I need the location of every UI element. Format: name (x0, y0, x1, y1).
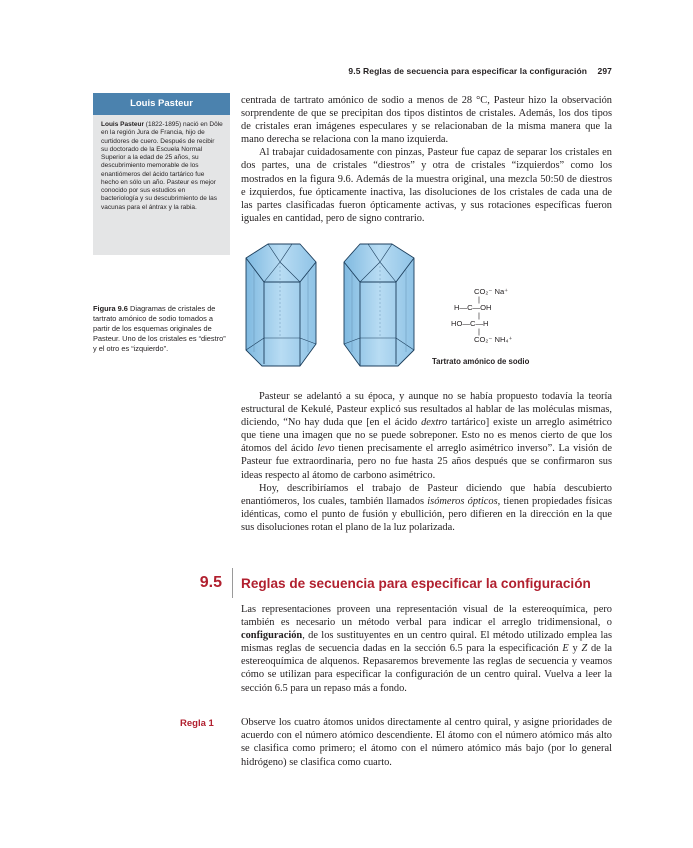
crystal-illustration (240, 240, 422, 372)
left-crystal (246, 244, 316, 366)
paragraph-3-part-b: tartárico] existe un arreglo asimétrico que tiene una imagen que no se puede sobreponer. Esto no es menos cierto de que los átomos del ácido (241, 417, 612, 455)
paragraph-5-part-a: Las representaciones proveen una representación visual de la estereoquímica, pero también es necesario un método verbal para indicar el arreglo tridimensional, o (241, 604, 612, 629)
structure-bond-3: | (478, 327, 480, 336)
section-divider (232, 568, 233, 598)
header-section-number: 9.5 (348, 66, 361, 76)
term-z: Z (581, 643, 588, 655)
structure-line-4: CO₂⁻ NH₄⁺ (474, 335, 513, 344)
paragraph-4-part-b: , tienen propiedades físicas idénticas, como el punto de fusión y ebullición, pero difieren en la dirección en la que sus disoluciones rotan el plano de la luz polarizada. (241, 495, 612, 533)
figure-caption (93, 304, 226, 354)
body-text-top (241, 94, 612, 225)
right-crystal (344, 244, 414, 366)
body-text-middle (241, 390, 612, 534)
paragraph-3-part-c: tienen precisamente el arreglo asimétrico inverso”. La visión de Pasteur fue extraordinaria, pero no fue hasta 25 años después que se confirmaron sus ideas respecto al átomo de carbono asimétrico. (241, 443, 612, 481)
paragraph-5 (241, 603, 612, 695)
running-header (240, 66, 612, 76)
structure-line-2: H—C—OH (454, 303, 492, 312)
sidebar-body (93, 115, 230, 212)
paragraph-1: centrada de tartrato amónico de sodio a menos de 28 °C, Pasteur hizo la observación sorprendente de que se precipitan dos tipos distintos de cristales. Además, los dos tipos de cristales eran imágenes especulares y se relacionaban de la misma manera que la mano derecha se relaciona con la mano izquierda. (241, 95, 612, 146)
sidebar-bio: (1822-1895) nació en Dôle en la región Jura de Francia, hijo de curtidores de cuero. Después de recibir su doctorado de la Escuela Normal Superior a la edad de 25 años, su descubrimiento memorable de los enantiómeros del ácido tartárico fue hecho en sólo un año. Pasteur es mejor conocido por sus estudios en bacteriología y su descubrimiento de las vacunas para el ántrax y la rabia. (101, 121, 223, 211)
paragraph-2: Al trabajar cuidadosamente con pinzas, Pasteur fue capaz de separar los cristales en dos partes, una de cristales “diestros” y otra de cristales “izquierdos” como los mostrados en la figura 9.6. Además de la muestra original, una mezcla 50:50 de diestros e izquierdos, fue ópticamente inactiva, las disoluciones de los cristales de cada una de las partes clasificadas fueron ópticamente activas, y sus rotaciones específicas fueron iguales en cantidad, pero de signo contrario. (241, 147, 612, 224)
body-text-rule (241, 716, 612, 769)
figure-label: Figura 9.6 (93, 304, 128, 313)
term-configuration: configuración (241, 630, 303, 642)
term-e: E (562, 643, 569, 655)
page-number: 297 (597, 66, 612, 76)
term-optical-isomers: isómeros ópticos (427, 495, 498, 507)
biography-sidebar (93, 93, 230, 255)
paragraph-4 (241, 482, 612, 534)
structure-bond-1: | (478, 295, 480, 304)
paragraph-3-part-a: Pasteur se adelantó a su época, y aunque no se había propuesto todavía la teoría estructural de Kekulé, Pasteur explicó sus resultados al hablar de las moléculas mismas, diciendo, “No hay duda que [en el ácido (241, 391, 612, 429)
term-dextro: dextro (421, 417, 448, 429)
paragraph-5-part-d: de la estereoquímica de alquenos. Repasaremos brevemente las reglas de secuencia y veamos cómo se utilizan para especificar la configuración de un centro quiral. Vuelva a leer la sección 6.5 para un repaso más a fondo. (241, 643, 612, 694)
paragraph-5-part-b: , de los sustituyentes en un centro quiral. El método utilizado emplea las mismas reglas de secuencia dadas en la sección 6.5 para la especificación (241, 630, 612, 655)
chemical-structure (432, 286, 513, 345)
structure-line-3: HO—C—H (451, 319, 489, 328)
section-number: 9.5 (199, 574, 222, 591)
structure-line-1: CO₂⁻ Na⁺ (474, 287, 509, 296)
structure-caption: Tartrato amónico de sodio (432, 357, 530, 366)
structure-bond-2: | (478, 311, 480, 320)
paragraph-6: Observe los cuatro átomos unidos directamente al centro quiral, y asigne prioridades de acuerdo con el número atómico descendiente. El átomo con el número atómico más alto se clasifica como primero; el átomo con el número atómico más bajo (por lo general hidrógeno) se clasifica como cuarto. (241, 717, 612, 768)
header-title: Reglas de secuencia para especificar la configuración (363, 66, 588, 76)
rule-label: Regla 1 (180, 718, 214, 729)
paragraph-3 (241, 390, 612, 482)
sidebar-title: Louis Pasteur (93, 93, 230, 115)
paragraph-4-part-a: Hoy, describiríamos el trabajo de Pasteur diciendo que había descubierto enantiómeros, los cuales, también llamados (241, 482, 612, 507)
paragraph-5-part-c: y (568, 643, 582, 655)
term-levo: levo (317, 443, 335, 455)
section-title: Reglas de secuencia para especificar la configuración (241, 576, 591, 591)
figure-caption-text: Diagramas de cristales de tartrato amónico de sodio tomados a partir de los esquemas originales de Pasteur. Uno de los cristales es “diestro” y el otro es “izquierdo”. (93, 304, 226, 353)
sidebar-name: Louis Pasteur (101, 121, 144, 128)
body-text-section (241, 603, 612, 695)
